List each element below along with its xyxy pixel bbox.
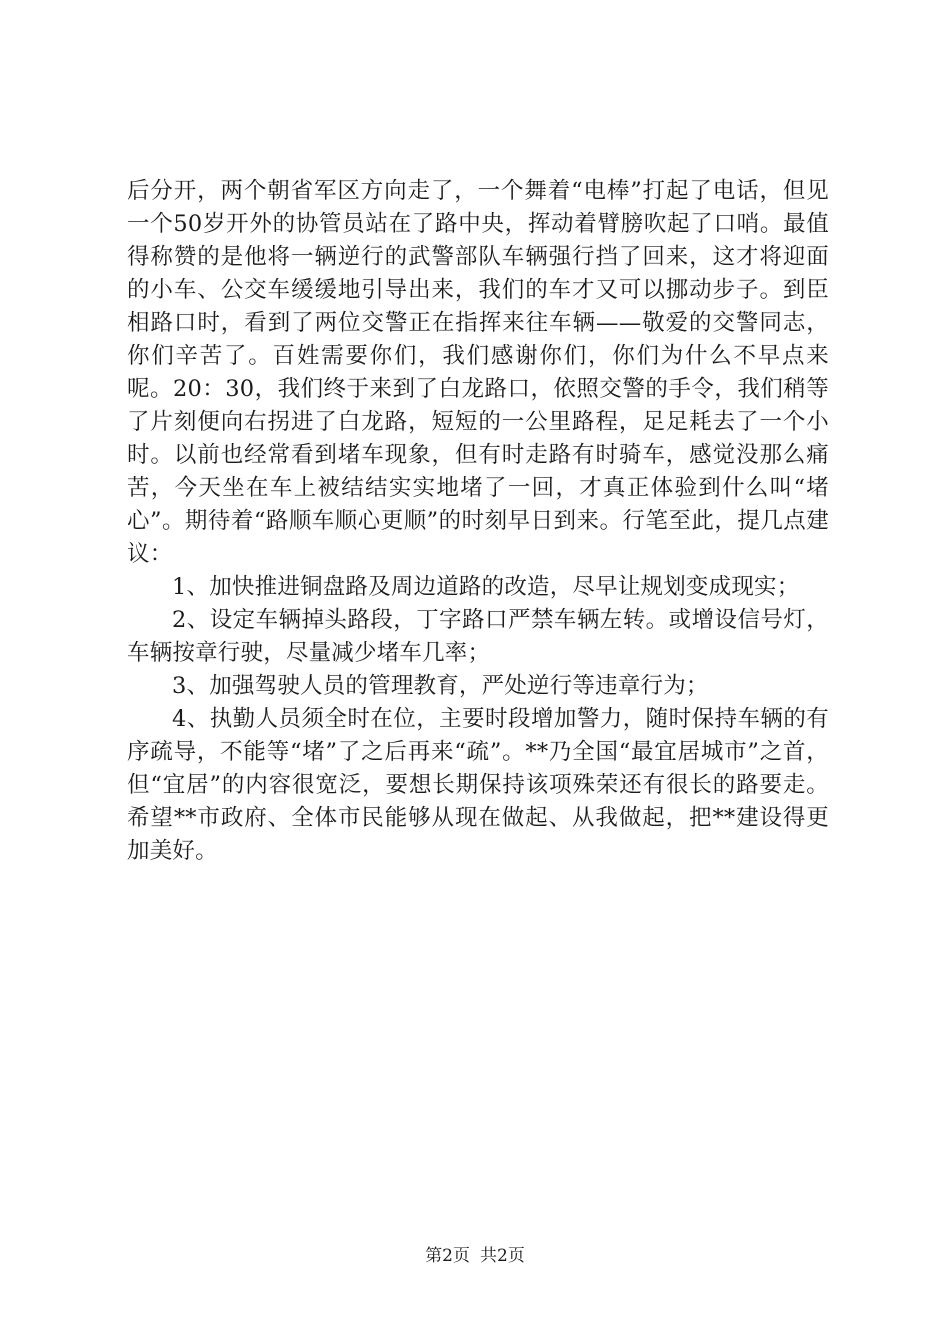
suggestion-item-3: 3、加强驾驶人员的管理教育，严处逆行等违章行为； bbox=[172, 673, 709, 699]
page-total: 共2页 bbox=[480, 1246, 525, 1266]
document-body bbox=[127, 175, 829, 868]
suggestion-item-1: 1、加快推进铜盘路及周边道路的改造，尽早让规划变成现实； bbox=[172, 574, 800, 600]
page-footer bbox=[0, 1245, 950, 1267]
page-number: 第2页 bbox=[425, 1246, 470, 1266]
paragraph-continuation: 后分开，两个朝省军区方向走了，一个舞着“电棒”打起了电话，但见一个50岁开外的协管员站在了路中央，挥动着臂膀吹起了口哨。最值得称赞的是他将一辆逆行的武警部队车辆强行挡了回来，这才将迎面的小车、公交车缓缓地引导出来，我们的车才又可以挪动步子。到臣相路口时，看到了两位交警正在指挥来往车辆——敬爱的交警同志，你们辛苦了。百姓需要你们，我们感谢你们，你们为什么不早点来呢。20：30，我们终于来到了白龙路口，依照交警的手令，我们稍等了片刻便向右拐进了白龙路，短短的一公里路程，足足耗去了一个小时。以前也经常看到堵车现象，但有时走路有时骑车，感觉没那么痛苦，今天坐在车上被结结实实地堵了一回，才真正体验到什么叫“堵心”。期待着“路顺车顺心更顺”的时刻早日到来。行笔至此，提几点建议： bbox=[127, 178, 829, 567]
suggestion-item-2: 2、设定车辆掉头路段，丁字路口严禁车辆左转。或增设信号灯，车辆按章行驶，尽量减少堵车几率； bbox=[127, 607, 829, 666]
suggestion-item-4: 4、执勤人员须全时在位，主要时段增加警力，随时保持车辆的有序疏导，不能等“堵”了之后再来“疏”。**乃全国“最宜居城市”之首，但“宜居”的内容很宽泛，要想长期保持该项殊荣还有很长的路要走。希望**市政府、全体市民能够从现在做起、从我做起，把**建设得更加美好。 bbox=[127, 706, 829, 864]
